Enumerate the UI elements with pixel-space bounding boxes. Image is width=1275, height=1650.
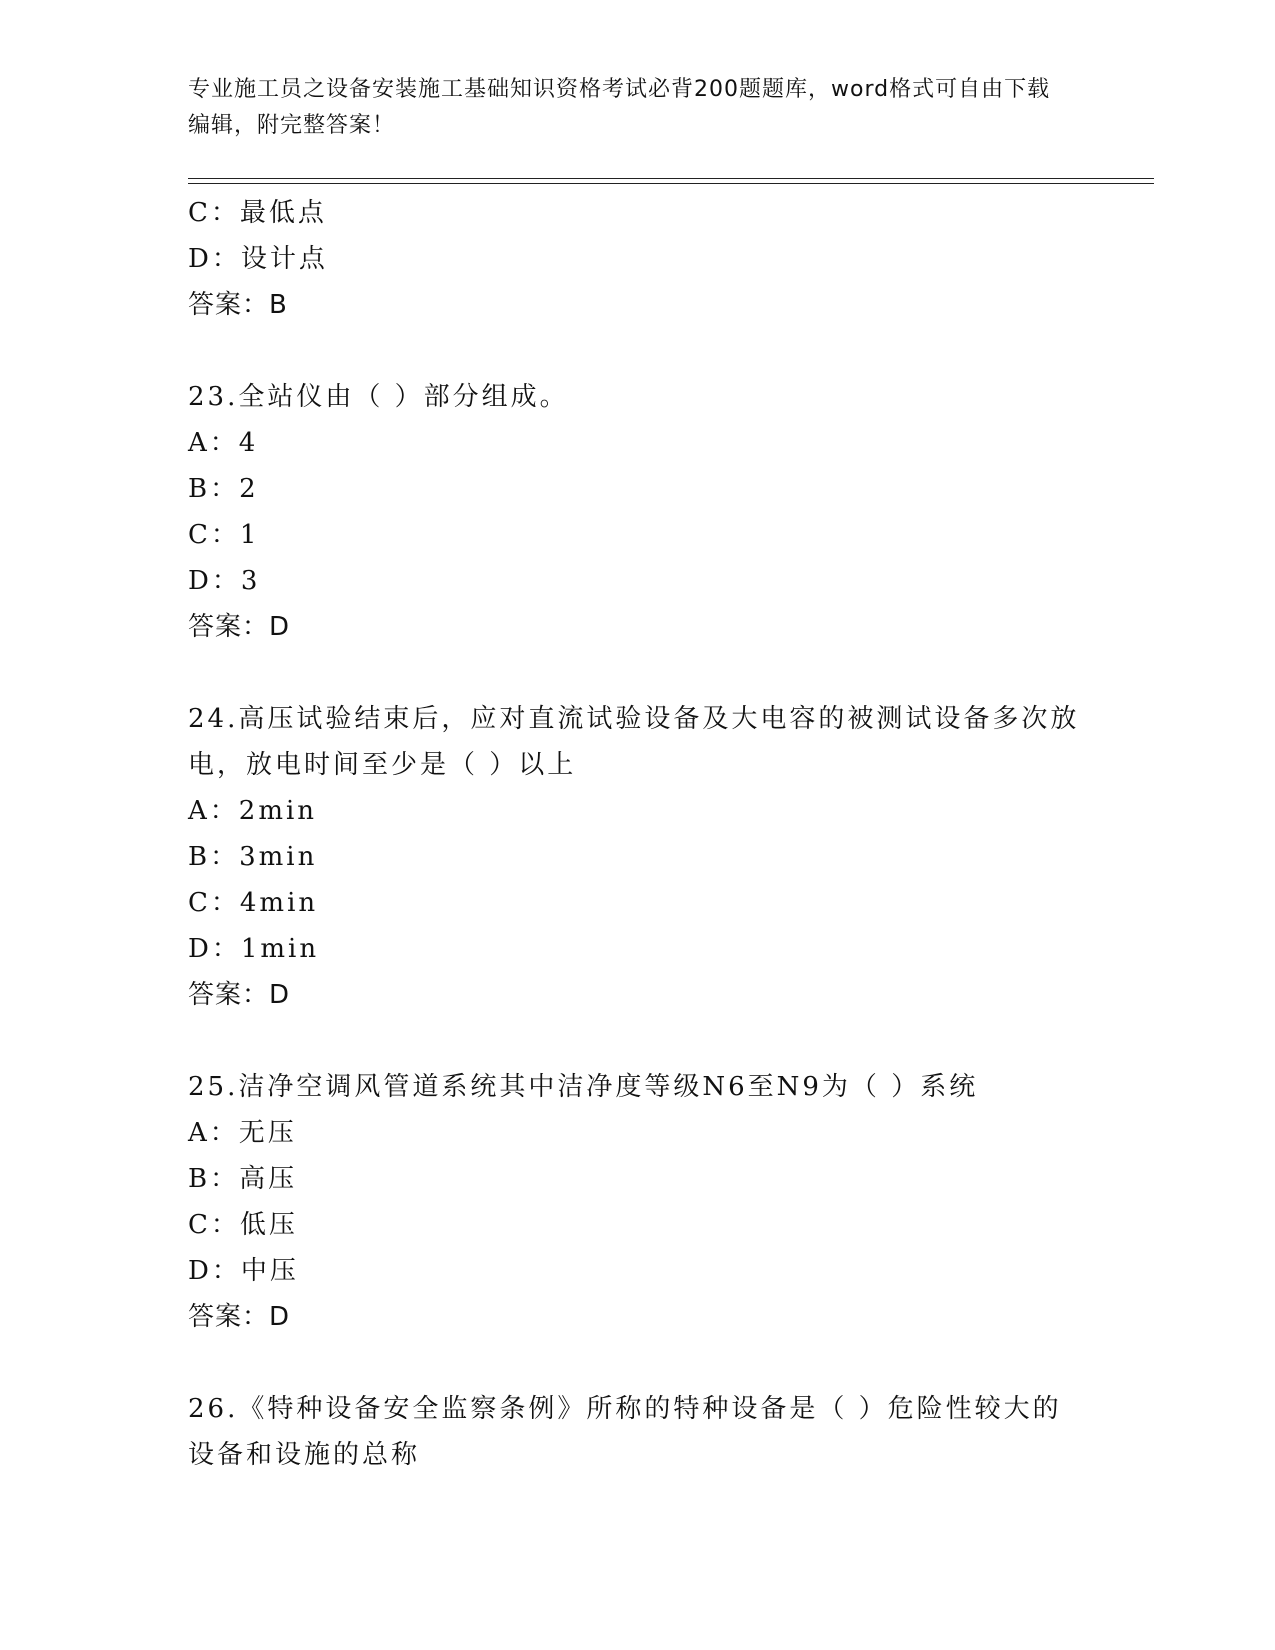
option-d: D：3	[188, 566, 261, 596]
question-stem-line-2: 设备和设施的总称	[188, 1440, 421, 1470]
question-stem: 23.全站仪由（ ）部分组成。	[188, 382, 569, 412]
answer-line: 答案：B	[188, 290, 288, 320]
option-c: C：4min	[188, 888, 319, 918]
question-25	[188, 1064, 1088, 1340]
question-content	[188, 190, 1088, 1478]
question-stem: 25.洁净空调风管道系统其中洁净度等级N6至N9为（ ）系统	[188, 1072, 979, 1102]
option-c: C：低压	[188, 1210, 298, 1240]
header-divider-top	[188, 178, 1154, 179]
question-stem-line-1: 26.《特种设备安全监察条例》所称的特种设备是（ ）危险性较大的	[188, 1394, 1062, 1424]
option-d: D：中压	[188, 1256, 299, 1286]
option-c: C：最低点	[188, 198, 327, 228]
question-26	[188, 1386, 1088, 1478]
header-divider-bottom	[188, 183, 1154, 184]
question-stem-line-1: 24.高压试验结束后，应对直流试验设备及大电容的被测试设备多次放	[188, 704, 1080, 734]
answer-line: 答案：D	[188, 1302, 291, 1332]
option-a: A：无压	[188, 1118, 297, 1148]
answer-line: 答案：D	[188, 612, 291, 642]
option-b: B：高压	[188, 1164, 298, 1194]
option-c: C：1	[188, 520, 260, 550]
document-header: 专业施工员之设备安装施工基础知识资格考试必背200题题库，word格式可自由下载编辑，附完整答案！	[188, 77, 1051, 138]
option-b: B：2	[188, 474, 259, 504]
question-stem-line-2: 电，放电时间至少是（ ）以上	[188, 750, 577, 780]
option-a: A：2min	[188, 796, 318, 826]
option-a: A：4	[188, 428, 259, 458]
answer-line: 答案：D	[188, 980, 291, 1010]
question-23	[188, 374, 1088, 650]
question-24	[188, 696, 1088, 1018]
option-b: B：3min	[188, 842, 318, 872]
option-d: D：1min	[188, 934, 320, 964]
option-d: D：设计点	[188, 244, 328, 274]
